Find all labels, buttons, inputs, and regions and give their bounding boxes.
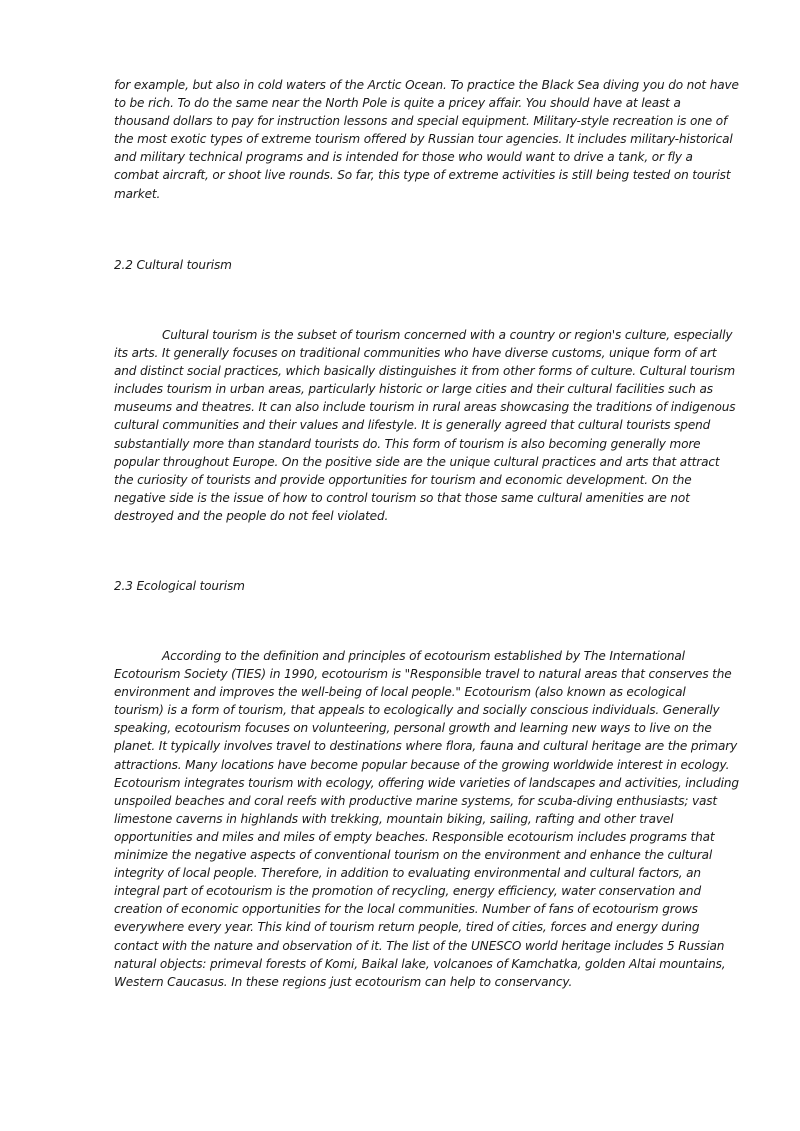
section-body-cultural-tourism: Cultural tourism is the subset of tourism concerned with a country or region's culture, especially its arts. It generally focuses on traditional communities who have diverse customs, unique form of art and distinct social practices, which basically distinguishes it from other forms of culture. Cultural tourism includes tourism in urban areas, particularly historic or large cities and their cultural facilities such as museums and theatres. It can also include tourism in rural areas showcasing the traditions of indigenous cultural communities and their values and lifestyle. It is generally agreed that cultural tourists spend substantially more than standard tourists do. This form of tourism is also becoming generally more popular throughout Europe. On the positive side are the unique cultural practices and arts that attract the curiosity of tourists and provide opportunities for tourism and economic development. On the negative side is the issue of how to control tourism so that those same cultural amenities are not destroyed and the people do not feel violated. — [114, 328, 736, 523]
continuation-paragraph: for example, but also in cold waters of the Arctic Ocean. To practice the Black Sea diving you do not have to be rich. To do the same near the North Pole is quite a pricey affair. You should have at least a thousand dollars to pay for instruction lessons and special equipment. Military-style recreation is one of the most exotic types of extreme tourism offered by Russian tour agencies. It includes military-historical and military technical programs and is intended for those who would want to drive a tank, or fly a combat aircraft, or shoot live rounds. So far, this type of extreme activities is still being tested on tourist market. — [114, 78, 739, 201]
section-heading-ecological-tourism: 2.3 Ecological tourism — [114, 579, 245, 593]
section-body-ecological-tourism: According to the definition and principles of ecotourism established by The International Ecotourism Society (TIES) in 1990, ecotourism is "Responsible travel to natural areas that conserves the environment and improves the well-being of local people." Ecotourism (also known as ecological tourism) is a form of tourism, that appeals to ecologically and socially conscious individuals. Generally speaking, ecotourism focuses on volunteering, personal growth and learning new ways to live on the planet. It typically involves travel to destinations where flora, fauna and cultural heritage are the primary attractions. Many locations have become popular because of the growing worldwide interest in ecology. Ecotourism integrates tourism with ecology, offering wide varieties of landscapes and activities, including unspoiled beaches and coral reefs with productive marine systems, for scuba-diving enthusiasts; vast limestone caverns in highlands with trekking, mountain biking, sailing, rafting and other travel opportunities and miles and miles of empty beaches. Responsible ecotourism includes programs that minimize the negative aspects of conventional tourism on the environment and enhance the cultural integrity of local people. Therefore, in addition to evaluating environmental and cultural factors, an integral part of ecotourism is the promotion of recycling, energy efficiency, water conservation and creation of economic opportunities for the local communities. Number of fans of ecotourism grows everywhere every year. This kind of tourism return people, tired of cities, forces and energy during contact with the nature and observation of it. The list of the UNESCO world heritage includes 5 Russian natural objects: primeval forests of Komi, Baikal lake, volcanoes of Kamchatka, golden Altai mountains, Western Caucasus. In these regions just ecotourism can help to conservancy. — [114, 649, 739, 989]
section-heading-cultural-tourism: 2.2 Cultural tourism — [114, 258, 232, 272]
